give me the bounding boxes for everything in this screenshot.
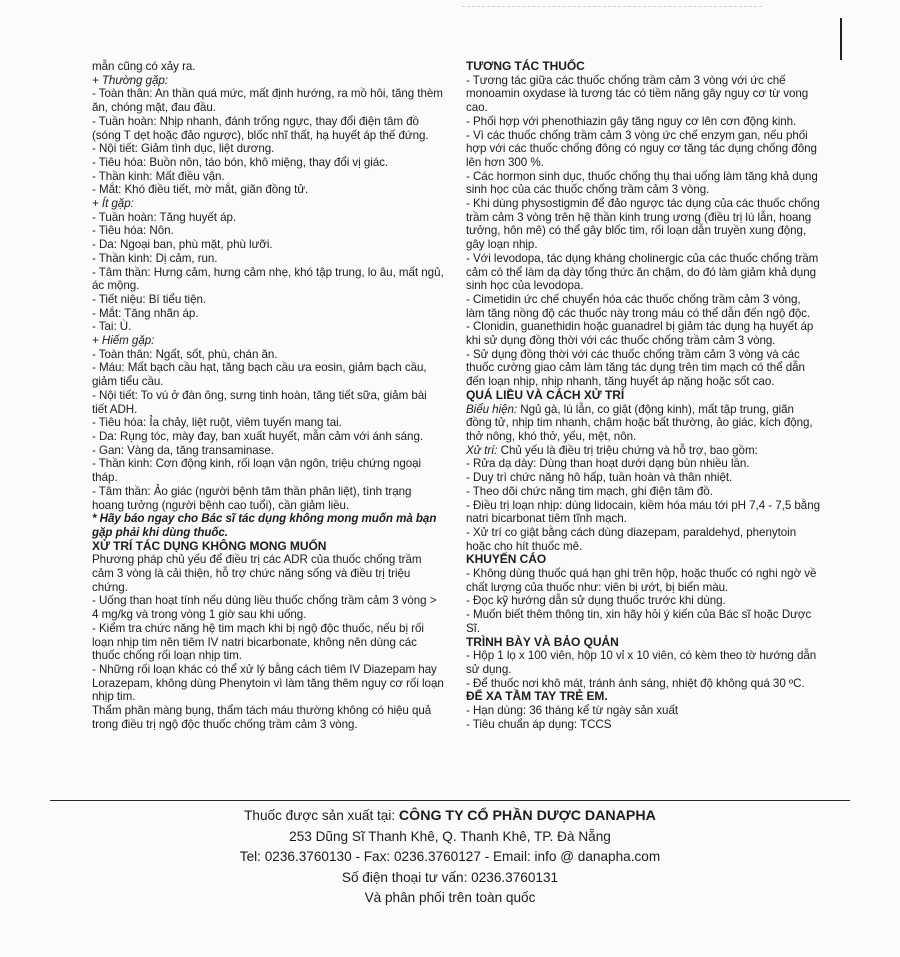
paragraph: - Mắt: Khó điều tiết, mờ mắt, giãn đồng tử. — [92, 183, 309, 197]
frequency-heading: + Ít gặp: — [92, 197, 134, 211]
paragraph: - Tương tác giữa các thuốc chống trầm cảm 3 vòng với ức chế monoamin oxydase là tương tác có tiềm năng gây nguy cơ từ vong cao. — [466, 73, 809, 115]
section-heading: ĐỂ XA TẦM TAY TRẺ EM. — [466, 689, 608, 704]
paragraph: - Không dùng thuốc quá hạn ghi trên hộp, hoặc thuốc có nghi ngờ về chất lượng của thuốc như: viên bị ướt, bị biến màu. — [466, 567, 817, 594]
paragraph: - Muốn biết thêm thông tin, xin hãy hỏi ý kiến của Bác sĩ hoặc Dược Sĩ. — [466, 608, 812, 635]
paragraph: - Vì các thuốc chống trầm cảm 3 vòng ức chế enzym gan, nếu phối hợp với các thuốc chống đông có nguy cơ tăng tác dụng chống đông lên hơn 300 %. — [466, 128, 817, 169]
paragraph-text: Chủ yếu là điều trị triệu chứng và hỗ trợ, bao gồm: — [497, 443, 758, 457]
paragraph: - Thần kinh: Cơn động kinh, rối loạn vận ngôn, triệu chứng ngoại tháp. — [92, 457, 422, 485]
paragraph: - Cimetidin ức chế chuyển hóa các thuốc chống trầm cảm 3 vòng, làm tăng nồng độ các thuốc này trong máu có thể dẫn đến ngộ độc. — [466, 292, 811, 320]
paragraph: - Thần kinh: Mất điều vận. — [92, 169, 225, 183]
paragraph: - Rửa dạ dày: Dùng than hoạt dưới dạng bùn nhiều lần. — [466, 457, 750, 471]
paragraph: - Để thuốc nơi khô mát, tránh ánh sáng, nhiệt độ không quá 30 ºC. — [466, 676, 805, 690]
paragraph: - Khi dùng physostigmin để đảo ngược tác dụng của các thuốc chống trầm cảm 3 vòng trên hệ thần kinh trung ương (điều trị lú lẫn, hoang tưởng, hôn mê) có thể gây blốc tim, rối loạn dẫn truyền xung động, gây loạn nhịp. — [466, 197, 820, 252]
paragraph: - Tiêu chuẩn áp dụng: TCCS — [466, 717, 612, 731]
paragraph: - Tuần hoàn: Nhịp nhanh, đánh trống ngực, thay đổi điện tâm đồ (sóng T dẹt hoặc đảo ngược), blốc nhĩ thất, hạ huyết áp thế đứng. — [92, 114, 429, 142]
paragraph: - Tai: Ù. — [92, 320, 132, 334]
paragraph: Phương pháp chủ yếu để điều trị các ADR của thuốc chống trầm cảm 3 vòng là cải thiện, hỗ trợ chức năng sống và điều trị triệu chứng. — [92, 553, 422, 594]
section-heading: QUÁ LIỀU VÀ CÁCH XỬ TRÍ — [466, 387, 625, 402]
scan-artifact — [462, 6, 762, 15]
paragraph: - Toàn thân: Ngất, sốt, phù, chán ăn. — [92, 347, 278, 361]
company-address: 253 Dũng Sĩ Thanh Khê, Q. Thanh Khê, TP. Đà Nẵng — [289, 828, 611, 844]
paragraph: - Uống than hoạt tính nếu dùng liều thuốc chống trầm cảm 3 vòng > 4 mg/kg và trong vòng 1 giờ sau khi uống. — [92, 594, 437, 622]
paragraph — [466, 444, 822, 458]
section-heading: TRÌNH BÀY VÀ BẢO QUẢN — [466, 634, 619, 649]
leaflet-body — [92, 60, 822, 731]
section-heading: TƯƠNG TÁC THUỐC — [466, 59, 585, 73]
paragraph: - Tâm thần: Ảo giác (người bệnh tâm thần phân liệt), tình trạng hoang tưởng (người bệnh cao tuổi), cần giảm liều. — [92, 484, 412, 512]
paragraph: - Các hormon sinh dục, thuốc chống thụ thai uống làm tăng khả dụng sinh học của các thuốc chống trầm cảm 3 vòng. — [466, 169, 818, 197]
paragraph: - Những rối loạn khác có thể xử lý bằng cách tiêm IV Diazepam hay Lorazepam, không dùng Phenytoin vì làm tăng thêm nguy cơ rối loạn nhịp tim. — [92, 662, 444, 704]
paragraph: - Nội tiết: Giảm tình dục, liệt dương. — [92, 142, 275, 156]
frequency-heading: + Thường gặp: — [92, 73, 168, 87]
paragraph-lead-label: Xử trí: — [466, 443, 498, 457]
right-column — [466, 60, 822, 731]
paragraph: - Hộp 1 lọ x 100 viên, hộp 10 vỉ x 10 viên, có kèm theo tờ hướng dẫn sử dụng. — [466, 649, 817, 676]
paragraph: - Tiêu hóa: Buồn nôn, táo bón, khô miệng, thay đổi vị giác. — [92, 155, 389, 169]
section-heading: KHUYẾN CÁO — [466, 552, 547, 567]
paragraph: - Nội tiết: To vú ở đàn ông, sưng tinh hoàn, tăng tiết sữa, giảm bài tiết ADH. — [92, 388, 427, 416]
made-by-label: Thuốc được sản xuất tại: — [244, 808, 399, 823]
left-column — [92, 60, 444, 731]
manufacturer-footer — [0, 806, 900, 909]
paragraph: - Toàn thân: An thần quá mức, mất định hướng, ra mồ hôi, tăng thèm ăn, chóng mặt, đau đầu. — [92, 87, 443, 115]
paragraph: - Duy trì chức năng hô hấp, tuần hoàn và thân nhiệt. — [466, 471, 733, 485]
paragraph: - Da: Rụng tóc, mày đay, ban xuất huyết, mẫn cảm với ánh sáng. — [92, 429, 424, 443]
paragraph: - Theo dõi chức năng tim mạch, ghi điện tâm đồ. — [466, 484, 713, 498]
distribution-note: Và phân phối trên toàn quốc — [364, 890, 536, 905]
paragraph: mẫn cũng có xảy ra. — [92, 60, 196, 73]
paragraph: - Kiểm tra chức năng hệ tim mạch khi bị ngộ độc thuốc, nếu bị rối loạn nhịp tim nên tiêm IV natri bicarbonate, không nên dùng các thuốc chống rối loạn nhịp tim. — [92, 621, 424, 663]
paragraph: - Máu: Mất bạch cầu hạt, tăng bạch cầu ưa eosin, giảm bạch cầu, giảm tiểu cầu. — [92, 361, 427, 389]
paragraph: - Tiêu hóa: Ỉa chảy, liệt ruột, viêm tuyến mang tai. — [92, 416, 342, 430]
company-name: CÔNG TY CỔ PHẦN DƯỢC DANAPHA — [398, 808, 656, 824]
consult-hotline: Số điện thoại tư vấn: 0236.3760131 — [341, 869, 559, 885]
warning-note: * Hãy báo ngay cho Bác sĩ tác dụng không mong muốn mà bạn gặp phải khi dùng thuốc. — [92, 512, 437, 539]
paragraph: - Hạn dùng: 36 tháng kể từ ngày sản xuất — [466, 704, 679, 718]
paragraph: - Mắt: Tăng nhãn áp. — [92, 306, 199, 320]
paragraph-text: Ngủ gà, lú lẫn, co giật (động kinh), mất tập trung, giãn đồng tử, nhịp tim nhanh, chậm hoặc bất thường, ảo giác, kích động, thở nông, khó thở, yếu, mệt, nôn. — [466, 402, 813, 443]
paragraph: Thẩm phân màng bụng, thẩm tách máu thường không có hiệu quả trong điều trị ngộ độc thuốc chống trầm cảm 3 vòng. — [92, 704, 432, 731]
paragraph: - Phối hợp với phenothiazin gây tăng nguy cơ lên cơn động kinh. — [466, 114, 797, 128]
paragraph: - Clonidin, guanethidin hoặc guanadrel bị giảm tác dụng hạ huyết áp khi sử dụng đồng thời với các thuốc chống trầm cảm 3 vòng. — [466, 320, 814, 348]
section-heading: XỬ TRÍ TÁC DỤNG KHÔNG MONG MUỐN — [92, 538, 327, 553]
paragraph: - Tuần hoàn: Tăng huyết áp. — [92, 210, 237, 224]
paragraph — [466, 403, 822, 444]
paragraph: - Sử dụng đồng thời với các thuốc chống trầm cảm 3 vòng và các thuốc cường giao cảm làm tăng tác dụng trên tim mạch có thể dẫn đến loạn nhịp, nhịp nhanh, tăng huyết áp nặng hoặc sốt cao. — [466, 347, 805, 389]
footer-divider — [50, 800, 850, 801]
company-contacts: Tel: 0236.3760130 - Fax: 0236.3760127 - Email: info @ danapha.com — [239, 849, 661, 864]
frequency-heading: + Hiếm gặp: — [92, 334, 155, 348]
paragraph: - Tiết niệu: Bí tiểu tiện. — [92, 292, 207, 306]
paragraph: - Đọc kỹ hướng dẫn sử dụng thuốc trước khi dùng. — [466, 594, 726, 608]
paragraph: - Tiêu hóa: Nôn. — [92, 224, 174, 238]
manufacturer-line — [0, 806, 900, 827]
paragraph: - Gan: Vàng da, tăng transaminase. — [92, 443, 274, 457]
paragraph: - Xử trí co giật bằng cách dùng diazepam, paraldehyd, phenytoin hoặc cho hít thuốc mê. — [466, 525, 797, 553]
edge-mark — [840, 18, 842, 60]
paragraph: - Da: Ngoại ban, phù mặt, phù lưỡi. — [92, 238, 273, 252]
paragraph: - Với levodopa, tác dụng kháng cholinergic của các thuốc chống trầm cảm có thể làm dạ dày tống thức ăn chậm, do đó làm giảm khả dụng sinh học của levodopa. — [466, 251, 819, 293]
paragraph: - Tâm thần: Hưng cảm, hưng cảm nhẹ, khó tập trung, lo âu, mất ngủ, ác mộng. — [92, 265, 444, 293]
paragraph: - Thần kinh: Dị cảm, run. — [92, 251, 218, 265]
paragraph-lead-label: Biểu hiện: — [466, 402, 518, 416]
paragraph: - Điều trị loạn nhịp: dùng lidocain, kiềm hóa máu tới pH 7,4 - 7,5 bằng natri bicarbonat tiêm tĩnh mạch. — [466, 498, 821, 526]
